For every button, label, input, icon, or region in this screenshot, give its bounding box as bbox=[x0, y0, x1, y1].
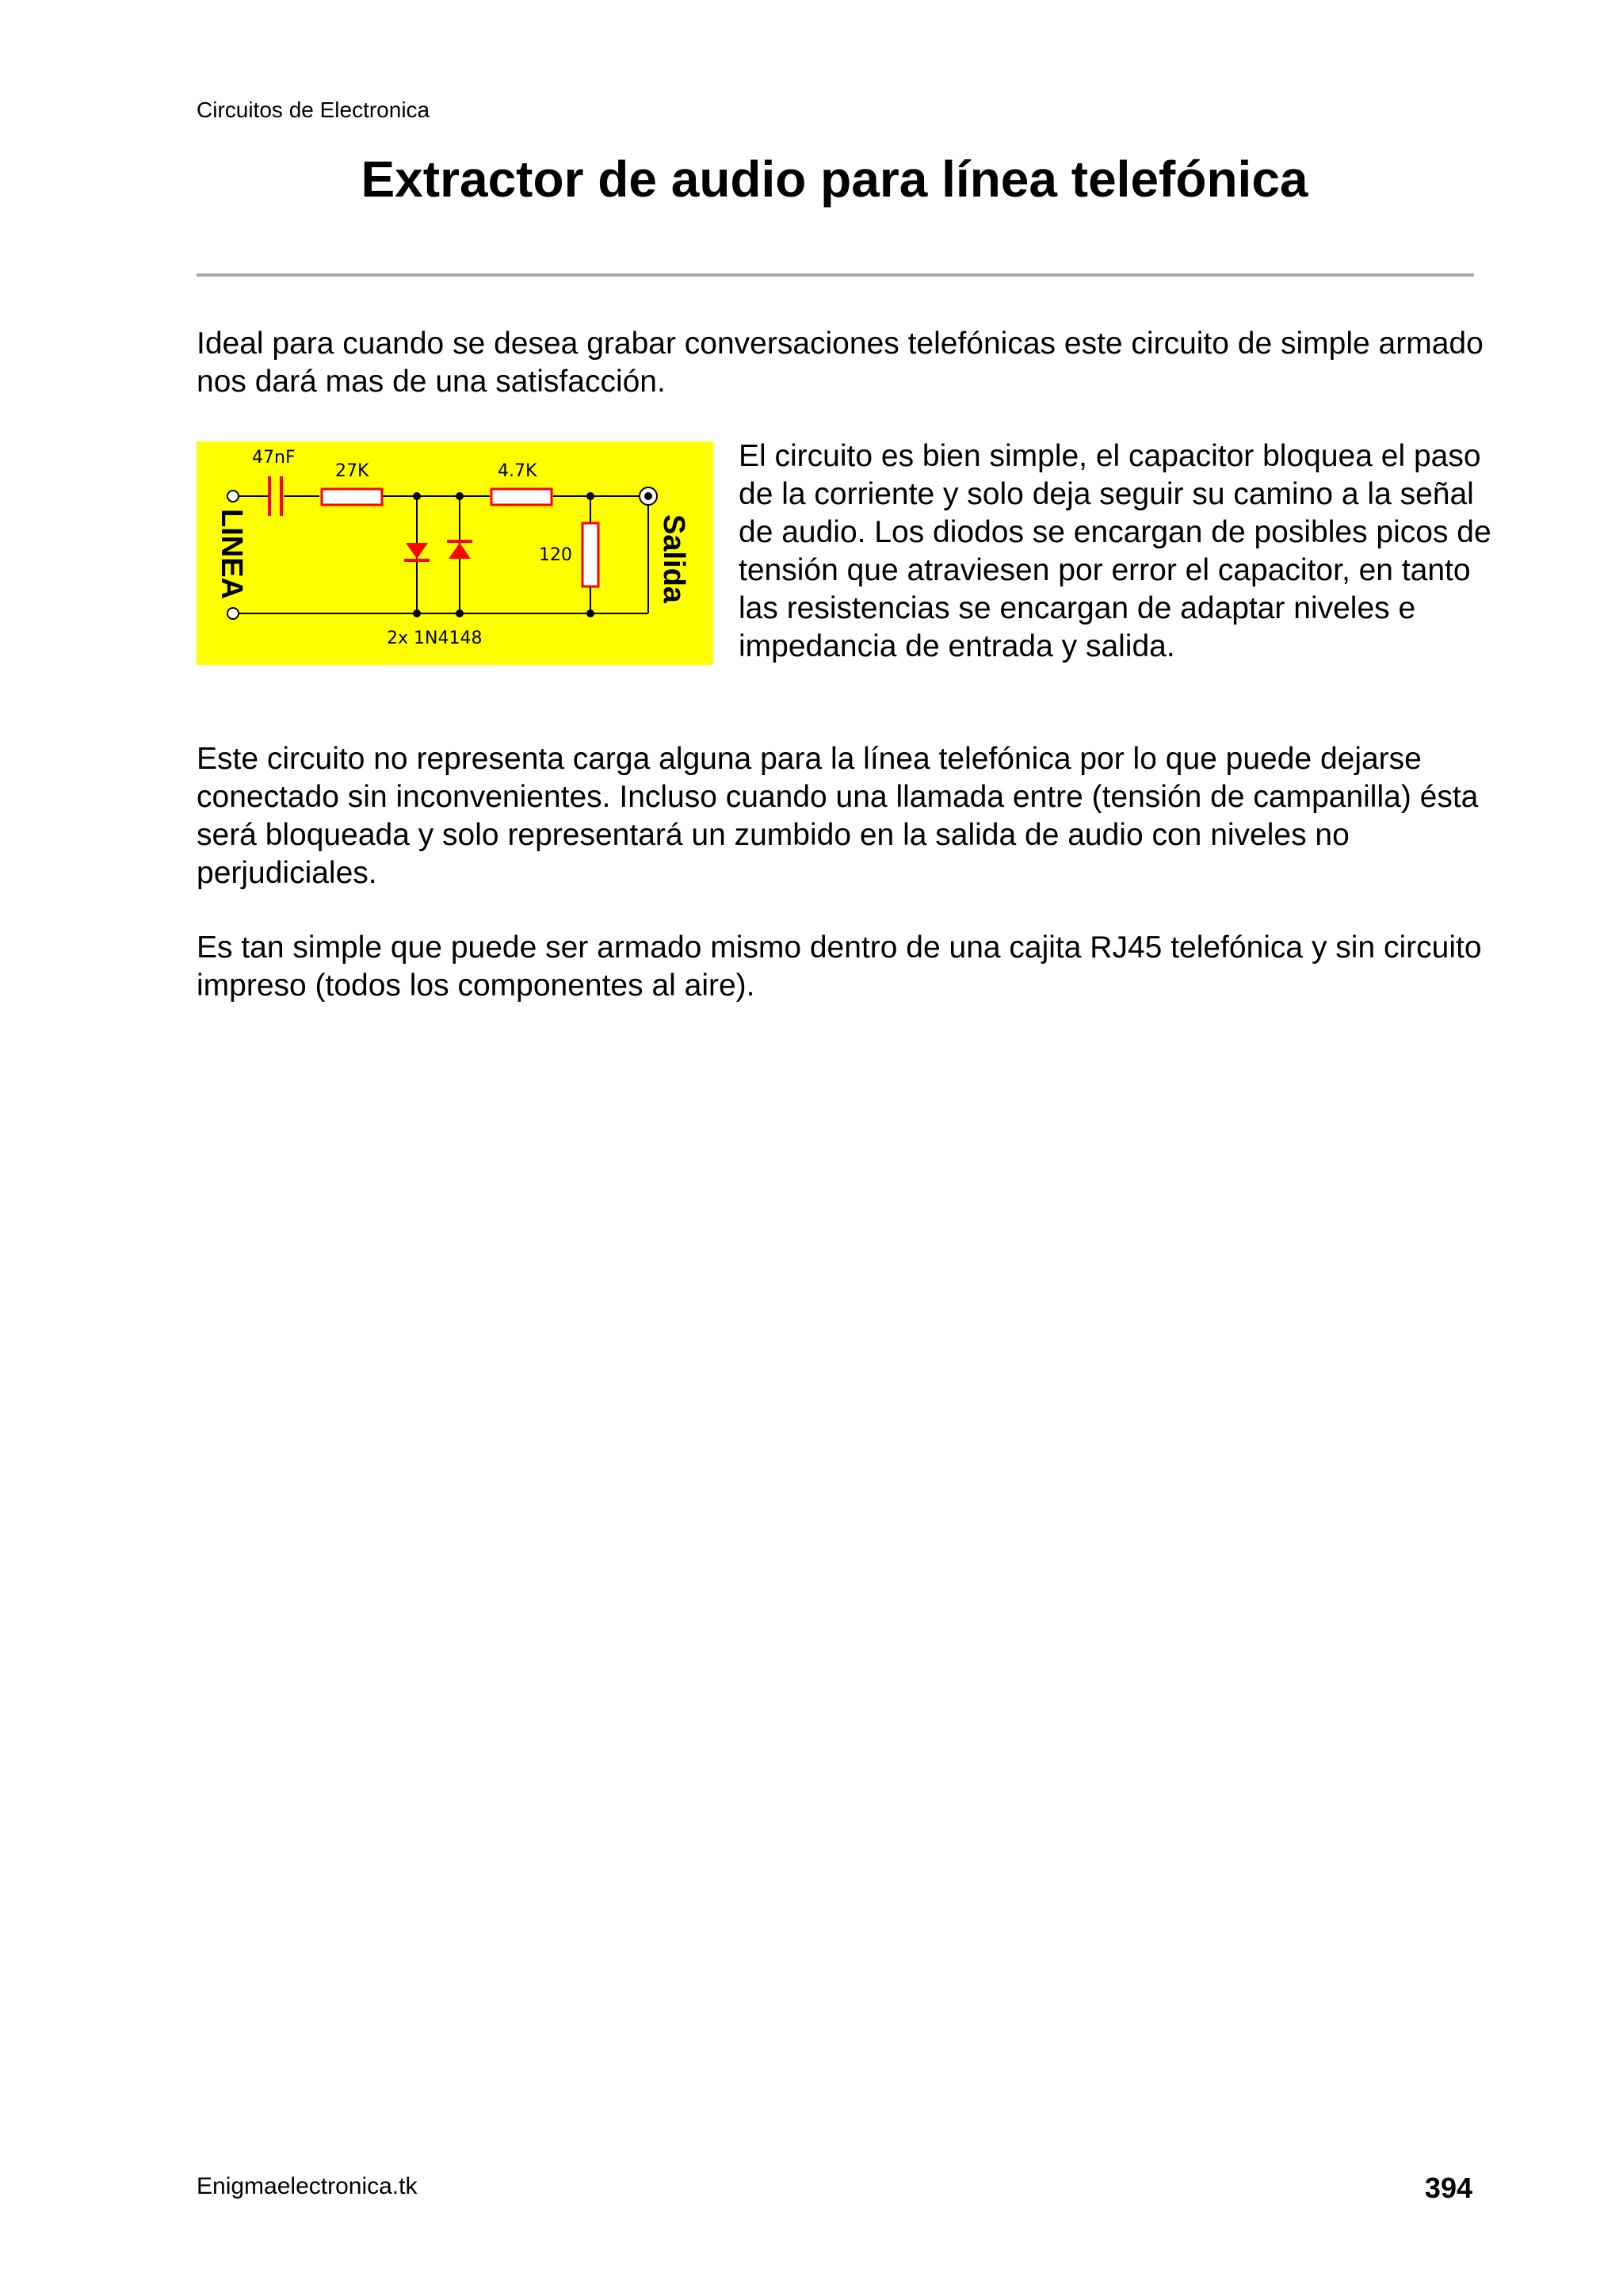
intro-paragraph: Ideal para cuando se desea grabar conversaciones telefónicas este circuito de simple armado nos dará mas de una satisfacción. bbox=[197, 327, 1484, 399]
input-label: LINEA bbox=[215, 509, 248, 599]
capacitor-label: 47nF bbox=[252, 448, 296, 468]
resistor-120-label: 120 bbox=[539, 545, 572, 565]
page-number: 394 bbox=[1424, 2172, 1472, 2204]
footer-site: Enigmaelectronica.tk bbox=[197, 2173, 418, 2199]
circuit-description-paragraph: El circuito es bien simple, el capacitor bloquea el paso de la corriente y solo deja seguir su camino a la señal de audio. Los diodos se encargan de posibles picos de tensión que atraviesen por error el capacitor, en tanto las resistencias se encargan de adaptar niveles e impedancia de entrada y salida. bbox=[739, 439, 1491, 663]
input-terminal-top bbox=[227, 491, 239, 502]
resistor-120 bbox=[582, 523, 598, 586]
load-paragraph: Este circuito no representa carga alguna para la línea telefónica por lo que puede dejarse conectado sin inconvenientes. Incluso cuando una llamada entre (tensión de campanilla) ésta será bloqueada y solo representará un zumbido en la salida de audio con niveles no perjudiciales. bbox=[197, 742, 1479, 890]
circuit-schematic bbox=[197, 441, 713, 665]
page-title: Extractor de audio para línea telefónica bbox=[361, 151, 1308, 208]
resistor-4-7k bbox=[491, 489, 552, 505]
input-terminal-bottom bbox=[227, 608, 239, 619]
diodes-label: 2x 1N4148 bbox=[387, 628, 483, 648]
resistor-27k-label: 27K bbox=[335, 461, 369, 481]
resistor-4-7k-label: 4.7K bbox=[498, 461, 537, 481]
running-header: Circuitos de Electronica bbox=[197, 97, 430, 122]
resistor-27k bbox=[322, 489, 382, 505]
output-jack bbox=[640, 487, 657, 505]
title-divider bbox=[197, 273, 1474, 277]
assembly-paragraph: Es tan simple que puede ser armado mismo dentro de una cajita RJ45 telefónica y sin circuito impreso (todos los componentes al aire). bbox=[197, 930, 1482, 1003]
output-label: Salida bbox=[657, 514, 690, 603]
